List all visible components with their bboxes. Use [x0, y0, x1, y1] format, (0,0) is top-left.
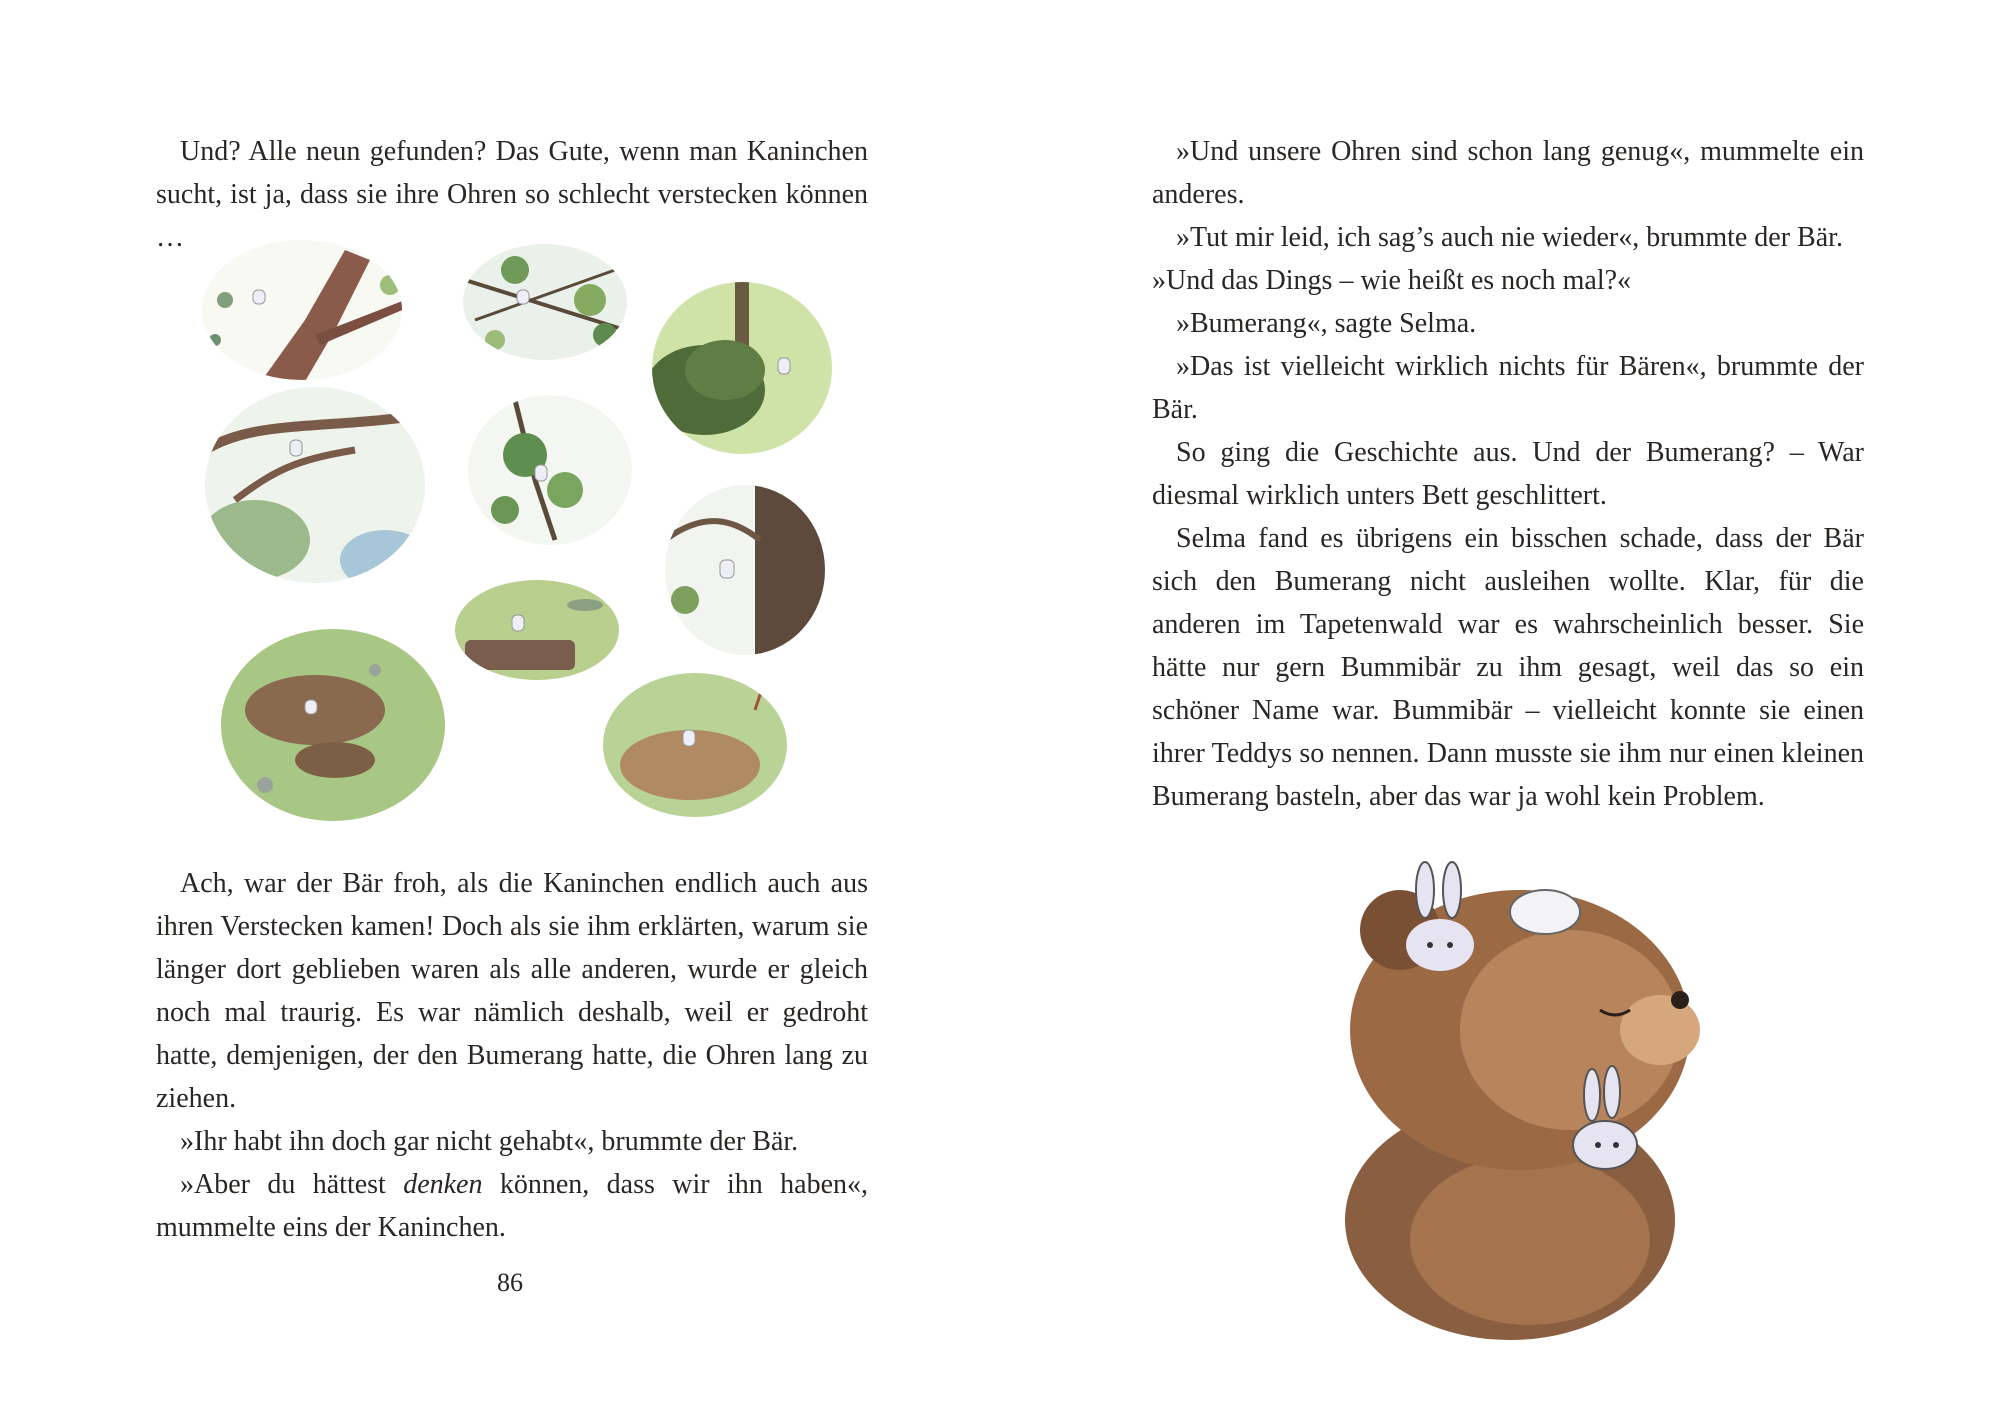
- emphasized-word: denken: [403, 1169, 483, 1200]
- right-paragraph: »Tut mir leid, ich sag’s auch nie wieder«, brummte der Bär.: [1176, 222, 1843, 253]
- vignette-tree-branch: [195, 240, 415, 390]
- right-page: [1000, 0, 2000, 1412]
- vignette-bush: [645, 280, 835, 460]
- right-paragraph: Selma fand es übrigens ein bisschen schade, dass der Bär sich den Bumerang nicht ausleihen wollte. Klar, für die anderen im Tapetenwald war es wahrscheinlich besser. Sie hätte nur gern Bummibär zu ihm gesagt, weil das so ein schöner Name war. Bummibär – vielleicht konnte sie einen ihrer Teddys so nennen. Dann musste sie ihm nur einen kleinen Bumerang basteln, aber das war ja wohl kein Problem.: [1152, 523, 1864, 812]
- vignette-leafy-branches: [455, 240, 635, 370]
- right-body-text: [1152, 130, 1864, 818]
- vignette-leafy-tree: [465, 390, 635, 550]
- vignette-tree-crown: [200, 385, 430, 590]
- right-paragraph: »Und unsere Ohren sind schon lang genug«, mummelte ein anderes.: [1152, 136, 1864, 210]
- vignette-big-trunk: [660, 480, 830, 660]
- right-paragraph: So ging die Geschichte aus. Und der Bumerang? – War diesmal wirklich unters Bett geschlittert.: [1152, 437, 1864, 511]
- right-paragraph: »Bumerang«, sagte Selma.: [1176, 308, 1477, 339]
- left-body-text: [156, 862, 868, 1249]
- vignette-log: [450, 575, 625, 685]
- bear-with-rabbits-illustration: [1330, 860, 1710, 1340]
- vignette-burrow: [215, 625, 455, 825]
- page-number: 86: [497, 1268, 523, 1297]
- left-paragraph-with-emphasis: »Aber du hättest denken können, dass wir ihn haben«, mummelte eins der Kaninchen.: [156, 1169, 869, 1243]
- intro-paragraph: Und? Alle neun gefunden? Das Gute, wenn man Kaninchen sucht, ist ja, dass sie ihre Ohren so schlecht verstecken können …: [156, 136, 868, 253]
- right-paragraph: »Das ist vielleicht wirklich nichts für Bären«, brummte der Bär.: [1152, 351, 1864, 425]
- left-paragraph: Ach, war der Bär froh, als die Kaninchen endlich auch aus ihren Verstecken kamen! Doch als sie ihm erklärten, warum sie länger dort geblieben waren als alle anderen, wurde er gleich noch mal traurig. Es war nämlich deshalb, weil er gedroht hatte, demjenigen, der den Bumerang hatte, die Ohren lang zu ziehen.: [156, 868, 868, 1114]
- vignette-clearing: [600, 670, 790, 820]
- right-paragraph: »Und das Dings – wie heißt es noch mal?«: [1152, 265, 1632, 296]
- left-paragraph: »Ihr habt ihn doch gar nicht gehabt«, brummte der Bär.: [180, 1126, 799, 1157]
- hidden-rabbits-illustration: [195, 240, 835, 840]
